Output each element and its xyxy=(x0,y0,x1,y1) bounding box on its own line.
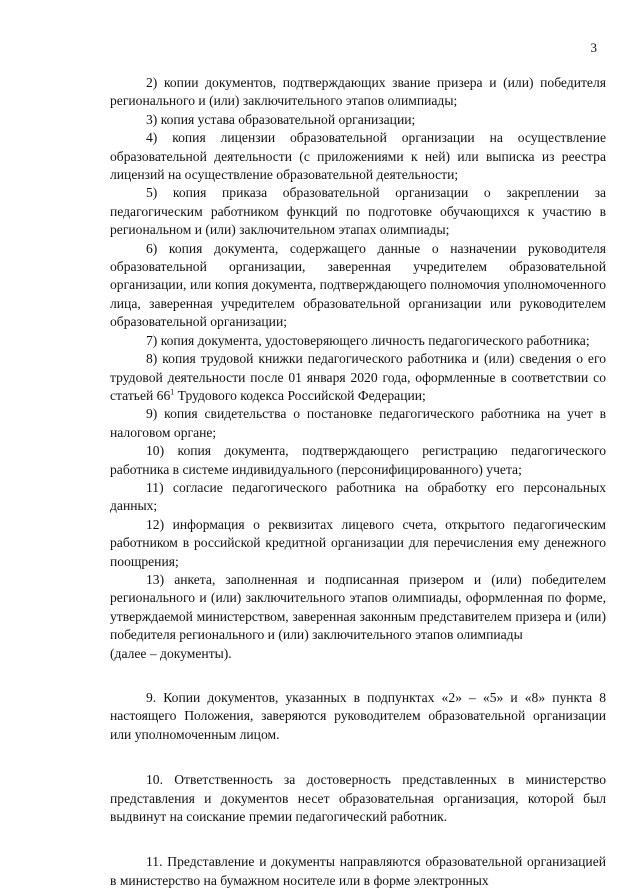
list-item-2: 2) копии документов, подтверждающих звание призера и (или) победителя регионального и (или) заключительного этапов олимпиады; xyxy=(110,75,606,109)
section-10: 10. Ответственность за достоверность представленных в министерство представления и документов несет образовательная организация, которой был выдвинут на соискание премии педагогический работник. xyxy=(110,772,606,825)
list-item-8 xyxy=(110,350,606,405)
list-item-11: 11) согласие педагогического работника на обработку его персональных данных; xyxy=(110,479,606,514)
list-item-10: 10) копия документа, подтверждающего регистрацию педагогического работника в системе индивидуального (персонифицированного) учета; xyxy=(110,443,606,477)
article-superscript: 1 xyxy=(170,387,175,397)
section-9: 9. Копии документов, указанных в подпунктах «2» – «5» и «8» пункта 8 настоящего Положения, заверяются руководителем образовательной организации или уполномоченным лицом. xyxy=(110,690,606,742)
list-item-6: 6) копия документа, содержащего данные о назначении руководителя образовательной организации, заверенная учредителем образовательной организации, или копия документа, подтверждающего полномочия уполномоченного лица, заверенная учредителем образовательной организации или руководителем образовательной организации; xyxy=(110,240,606,330)
list-item-5: 5) копия приказа образовательной организации о закреплении за педагогическим работником функций по подготовке обучающихся к участию в региональном и (или) заключительном этапах олимпиады; xyxy=(110,185,606,238)
list-item-9: 9) копия свидетельства о постановке педагогического работника на учет в налоговом органе; xyxy=(110,406,606,440)
list-item-12: 12) информация о реквизитах лицевого счета, открытого педагогическим работником в российской кредитной организации для перечисления ему денежного поощрения; xyxy=(110,516,606,569)
list-item-8-text: 8) копия трудовой книжки педагогического работника и (или) сведения о его трудовой деятельности после 01 января 2020 года, оформленные в соответствии со статьей 66 xyxy=(110,351,606,403)
list-item-13: 13) анкета, заполненная и подписанная призером и (или) победителем регионального и (или) заключительного этапов олимпиады, оформленная по форме, утверждаемой министерством, заверенная законным представителем призера и (или) победителя регионального и (или) заключительного этапов олимпиады xyxy=(110,571,606,643)
list-item-3: 3) копия устава образовательной организации; xyxy=(146,111,416,127)
section-11: 11. Представление и документы направляются образовательной организацией в министерство на бумажном носителе или в форме электронных xyxy=(110,854,606,888)
list-item-7: 7) копия документа, удостоверяющего личность педагогического работника; xyxy=(146,332,590,348)
list-item-4: 4) копия лицензии образовательной организации на осуществление образовательной деятельности (с приложениями к ней) или выписка из реестра лицензий на осуществление образовательной деятельности; xyxy=(110,130,606,183)
list-item-8-text-end: Трудового кодекса Российской Федерации; xyxy=(174,387,426,403)
list-closing: (далее – документы). xyxy=(110,645,232,661)
document-body xyxy=(110,74,606,890)
page-number: 3 xyxy=(590,40,597,55)
